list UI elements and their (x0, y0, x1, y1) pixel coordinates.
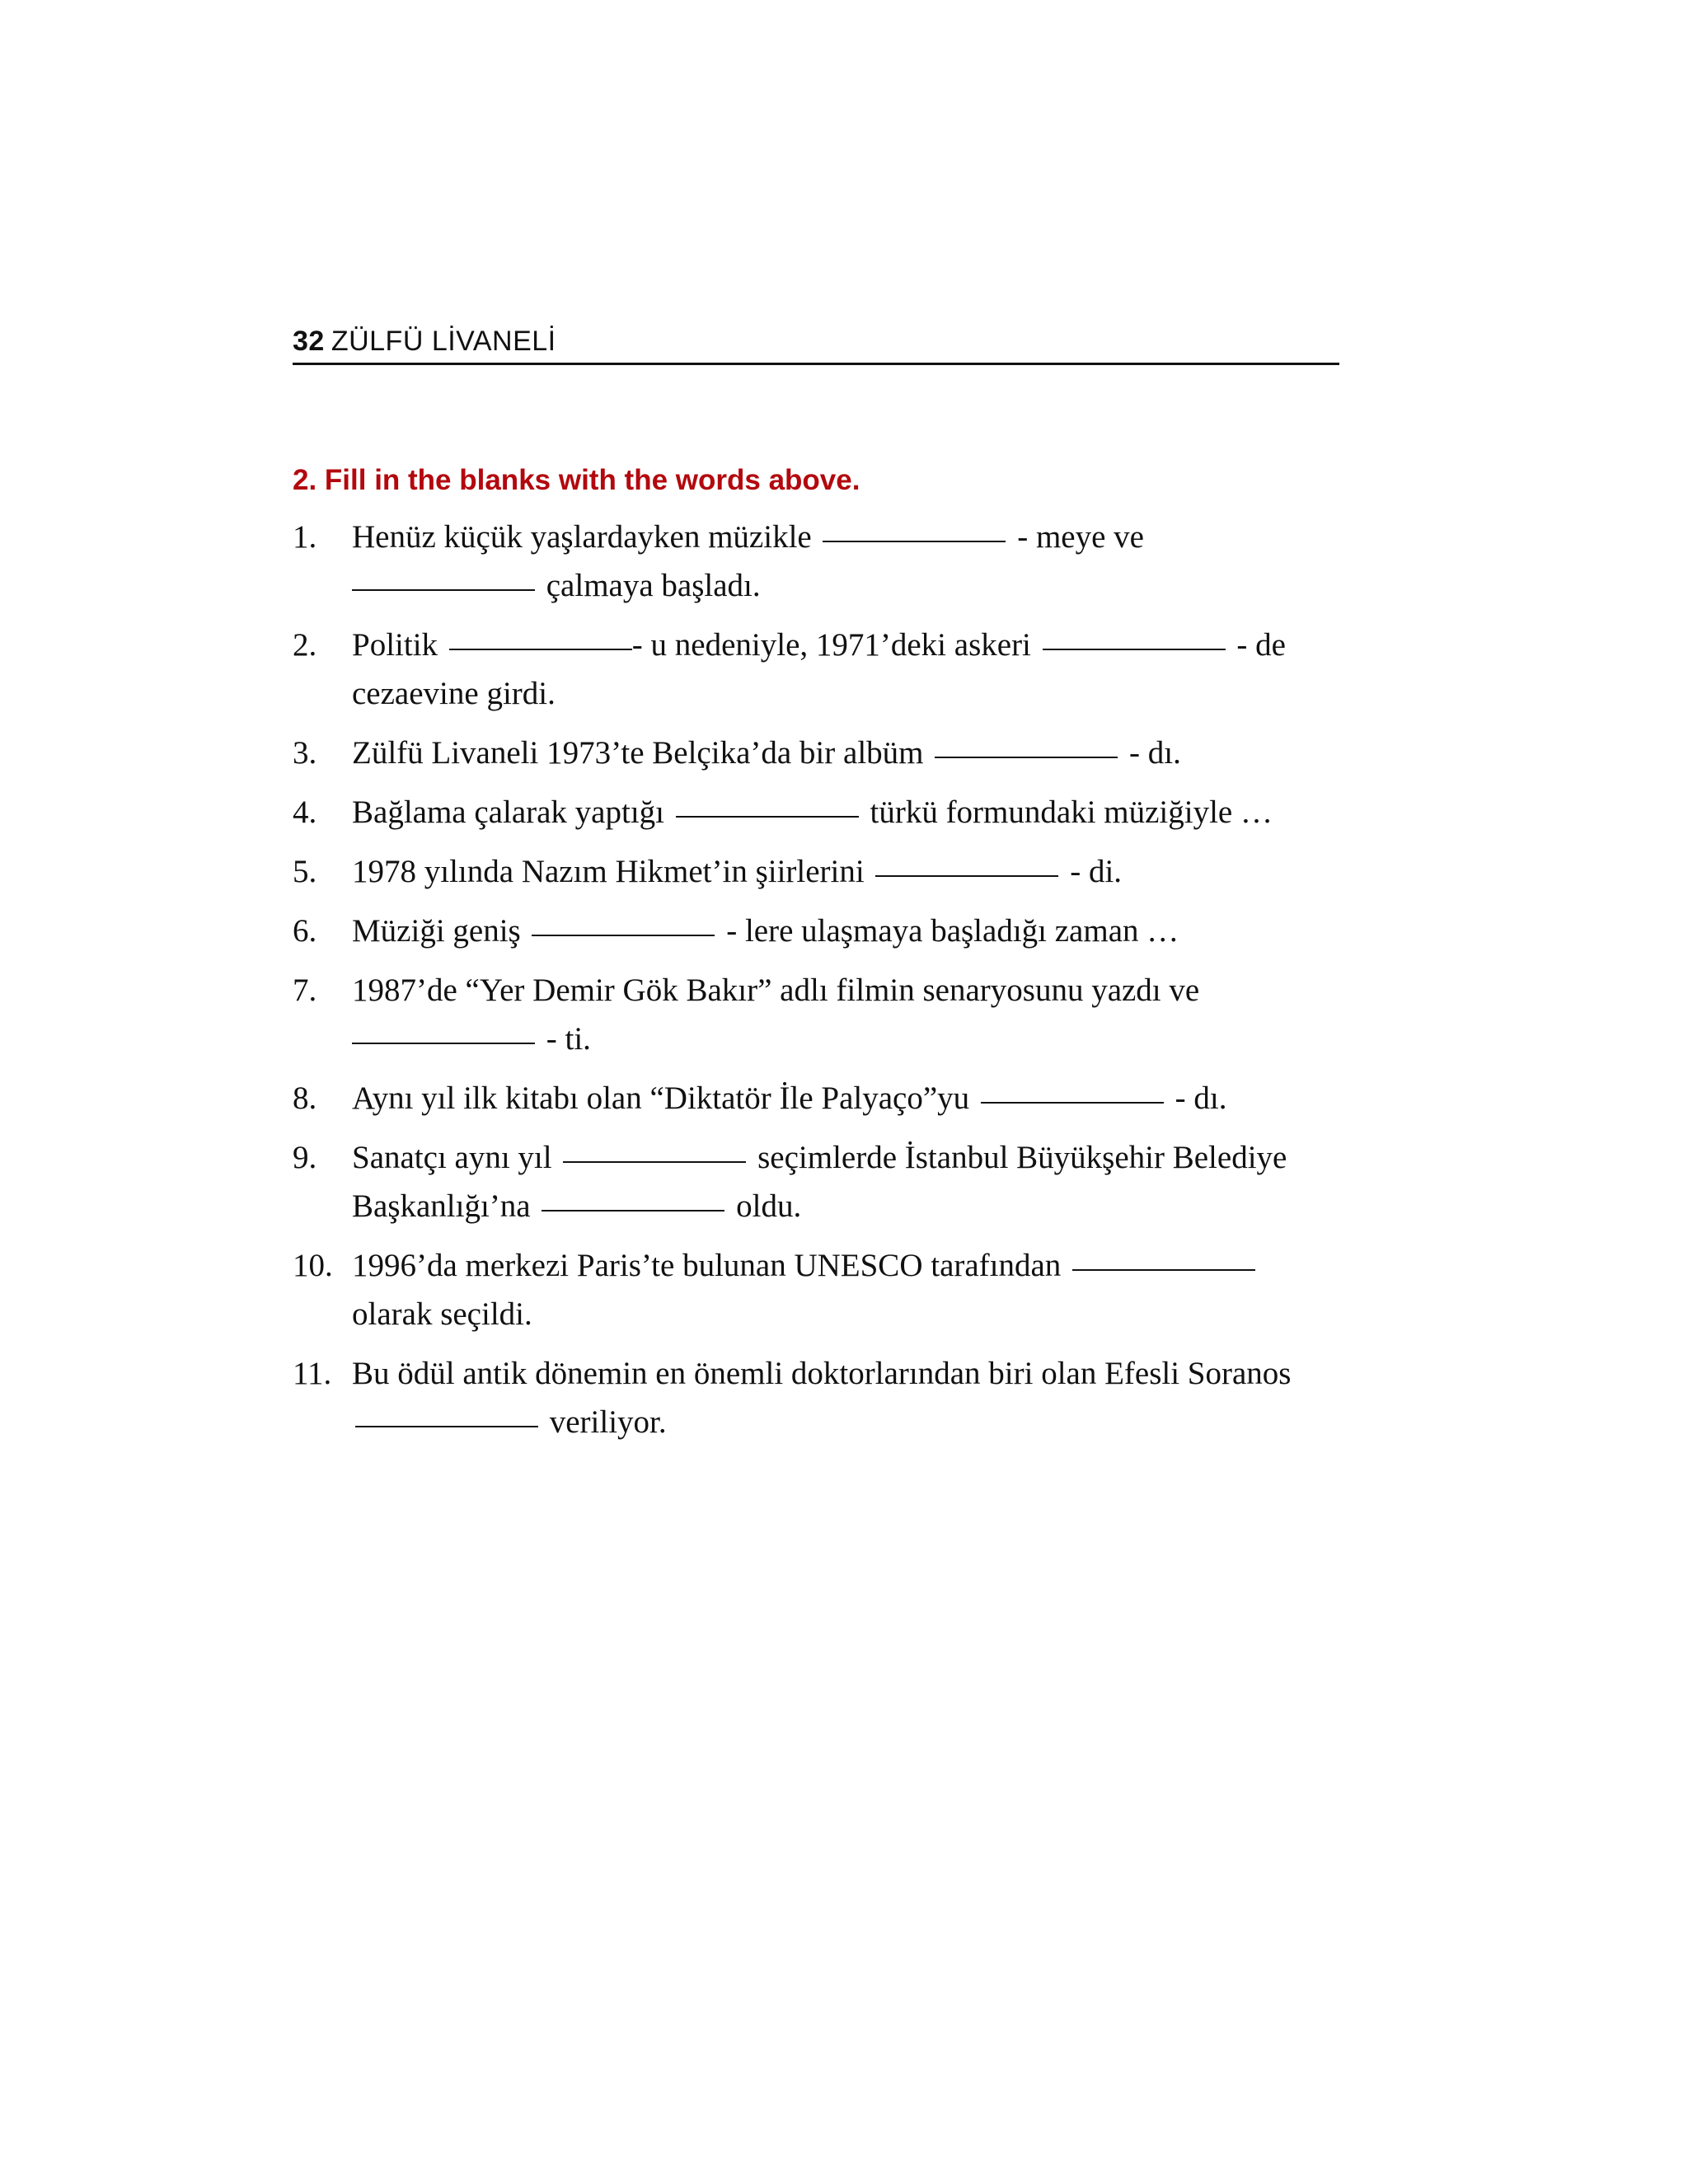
item-text: 1987’de “Yer Demir Gök Bakır” adlı filmin senaryosunu yazdı ve (352, 972, 1200, 1008)
item-text: - dı. (1175, 1080, 1227, 1116)
item-text: Zülfü Livaneli 1973’te Belçika’da bir albüm (352, 735, 924, 771)
item-text: Bu ödül antik dönemin en önemli doktorlarından biri olan Efesli Soranos (352, 1356, 1292, 1391)
exercise-item-3 (293, 729, 1339, 777)
item-number: 4. (293, 794, 317, 830)
answer-blank (352, 1041, 535, 1044)
exercise-item-10 (293, 1241, 1339, 1338)
answer-blank (542, 1208, 724, 1212)
exercise-item-8 (293, 1074, 1339, 1122)
answer-blank (823, 539, 1006, 542)
exercise-item-4 (293, 788, 1339, 837)
item-text: - ti. (546, 1021, 591, 1057)
item-number: 6. (293, 913, 317, 949)
item-number: 8. (293, 1080, 317, 1116)
item-number: 10. (293, 1248, 333, 1283)
answer-blank (935, 755, 1118, 758)
item-text: oldu. (736, 1188, 802, 1224)
item-text: - lere ulaşmaya başladığı zaman … (726, 913, 1179, 949)
answer-blank (1043, 647, 1226, 650)
item-text: 1996’da merkezi Paris’te bulunan UNESCO tarafından (352, 1248, 1062, 1283)
running-header (293, 320, 1339, 365)
exercise-item-1 (293, 513, 1339, 610)
answer-blank (352, 588, 535, 591)
item-text: - di. (1070, 854, 1123, 889)
answer-blank (981, 1100, 1164, 1104)
item-number: 5. (293, 854, 317, 889)
item-text: veriliyor. (549, 1404, 667, 1440)
item-text: Politik (352, 627, 438, 663)
answer-blank (532, 933, 715, 936)
answer-blank (355, 1424, 538, 1427)
item-text: - dı. (1129, 735, 1181, 771)
exercise-item-11 (293, 1349, 1339, 1446)
item-text: Henüz küçük yaşlardayken müzikle (352, 519, 812, 555)
answer-blank (449, 647, 632, 650)
exercise-list (293, 513, 1339, 1457)
item-number: 11. (293, 1356, 332, 1391)
exercise-title: 2. Fill in the blanks with the words above. (293, 464, 860, 496)
item-text: çalmaya başladı. (546, 568, 761, 603)
item-text: seçimlerde İstanbul Büyükşehir Belediye Başkanlığı’na (352, 1140, 1287, 1224)
running-title: ZÜLFÜ LİVANELİ (331, 326, 556, 357)
exercise-item-2 (293, 621, 1339, 718)
item-text: türkü formundaki müziğiyle … (870, 794, 1273, 830)
item-text: Sanatçı aynı yıl (352, 1140, 552, 1175)
answer-blank (676, 814, 859, 818)
item-number: 1. (293, 519, 317, 555)
exercise-item-9 (293, 1133, 1339, 1230)
answer-blank (875, 874, 1058, 877)
exercise-item-6 (293, 907, 1339, 955)
item-text: olarak seçildi. (352, 1296, 532, 1332)
answer-blank (563, 1160, 746, 1163)
item-text: - de cezaevine girdi. (352, 627, 1286, 711)
exercise-item-5 (293, 847, 1339, 896)
item-text: - meye ve (1017, 519, 1144, 555)
item-text: Bağlama çalarak yaptığı (352, 794, 664, 830)
item-number: 7. (293, 972, 317, 1008)
answer-blank (1072, 1268, 1255, 1271)
item-text: - u nedeniyle, 1971’deki askeri (631, 627, 1031, 663)
item-text: Müziği geniş (352, 913, 521, 949)
page-number: 32 (293, 326, 325, 357)
item-number: 3. (293, 735, 317, 771)
item-number: 9. (293, 1140, 317, 1175)
item-number: 2. (293, 627, 317, 663)
item-text: 1978 yılında Nazım Hikmet’in şiirlerini (352, 854, 865, 889)
item-text: Aynı yıl ilk kitabı olan “Diktatör İle Palyaço”yu (352, 1080, 970, 1116)
exercise-item-7 (293, 966, 1339, 1063)
